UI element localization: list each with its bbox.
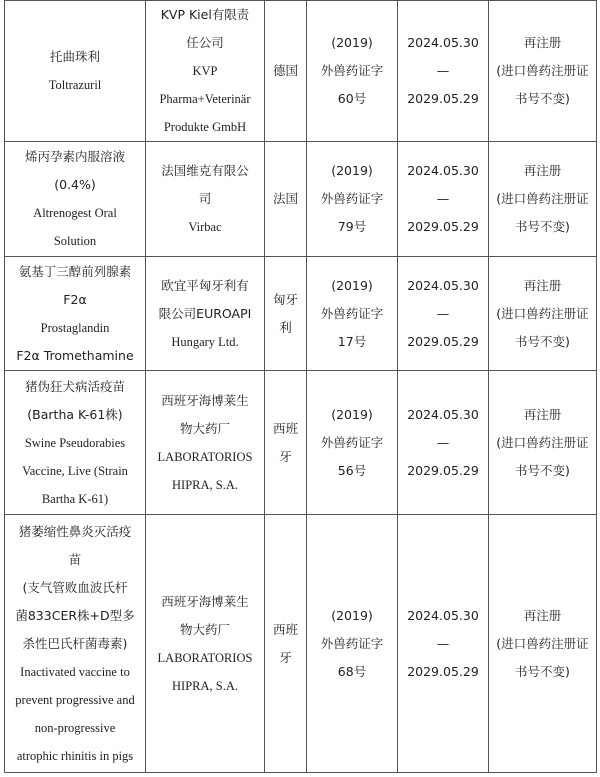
- name-line: 苗: [68, 551, 82, 567]
- manufacturer-line: KVP Kiel有限责: [160, 7, 250, 22]
- name-line: F2α: [63, 291, 87, 307]
- table-body: [5, 1, 597, 773]
- manufacturer-line: Hungary Ltd.: [171, 334, 239, 349]
- country-line: 匈牙: [272, 291, 298, 307]
- name-line: prevent progressive and: [15, 692, 135, 707]
- manufacturer-cell: [146, 515, 265, 773]
- cert-line: (2019): [331, 607, 373, 623]
- country-line: 西班: [272, 420, 298, 436]
- cert-line: 外兽药证字: [320, 191, 384, 206]
- cert-line: 56号: [337, 462, 367, 478]
- validity-line: —: [436, 63, 450, 78]
- status-line: (进口兽药注册证: [496, 434, 589, 450]
- certificate-number-cell: [307, 371, 398, 515]
- manufacturer-cell: [146, 257, 265, 371]
- name-line: Toltrazuril: [48, 78, 102, 92]
- certificate-number-cell: [307, 1, 398, 142]
- name-line: (0.4%): [54, 177, 96, 192]
- product-name-cell: [5, 142, 146, 257]
- name-line: (支气管败血波氏杆: [22, 579, 128, 595]
- cert-line: 外兽药证字: [320, 305, 384, 321]
- country-line: 法国: [272, 191, 298, 206]
- validity-period-cell: [398, 1, 489, 142]
- manufacturer-cell: [146, 371, 265, 515]
- manufacturer-cell: [146, 1, 265, 142]
- manufacturer-line: Produkte GmbH: [163, 120, 247, 134]
- manufacturer-line: 任公司: [186, 35, 224, 50]
- name-line: (Bartha K-61株): [27, 406, 123, 422]
- name-line: Vaccine, Live (Strain: [22, 463, 128, 478]
- manufacturer-line: 限公司EUROAPI: [158, 305, 252, 321]
- country-cell: [265, 515, 307, 773]
- manufacturer-line: KVP: [192, 64, 218, 78]
- cert-line: (2019): [331, 35, 373, 50]
- manufacturer-line: LABORATORIOS: [157, 449, 253, 464]
- status-line: 再注册: [523, 163, 562, 178]
- country-line: 牙: [279, 448, 292, 464]
- cert-line: 79号: [337, 219, 367, 234]
- manufacturer-line: 西班牙海博莱生: [161, 392, 249, 408]
- manufacturer-line: LABORATORIOS: [157, 650, 253, 665]
- table-row: [5, 515, 597, 773]
- validity-line: 2024.05.30: [407, 406, 479, 422]
- country-line: 利: [279, 319, 292, 335]
- validity-line: 2024.05.30: [407, 163, 479, 178]
- drug-registration-table: [4, 0, 597, 773]
- manufacturer-line: 物大药厂: [179, 621, 230, 637]
- validity-period-cell: [398, 515, 489, 773]
- validity-line: —: [436, 635, 450, 651]
- country-line: 西班: [272, 621, 298, 637]
- cert-line: 外兽药证字: [320, 434, 384, 450]
- registration-status-cell: [489, 257, 597, 371]
- certificate-number-cell: [307, 515, 398, 773]
- validity-line: —: [436, 191, 450, 206]
- registration-status-cell: [489, 515, 597, 773]
- product-name-cell: [5, 371, 146, 515]
- validity-period-cell: [398, 371, 489, 515]
- status-line: 再注册: [523, 406, 562, 422]
- name-line: Swine Pseudorabies: [24, 435, 126, 450]
- product-name-cell: [5, 257, 146, 371]
- country-cell: [265, 1, 307, 142]
- manufacturer-line: Pharma+Veterinär: [159, 92, 251, 106]
- status-line: 书号不变): [515, 219, 570, 234]
- manufacturer-line: HIPRA, S.A.: [172, 477, 238, 492]
- status-line: 再注册: [523, 607, 562, 623]
- certificate-number-cell: [307, 257, 398, 371]
- product-name-cell: [5, 1, 146, 142]
- country-line: 德国: [272, 63, 298, 78]
- status-line: (进口兽药注册证: [496, 191, 589, 206]
- manufacturer-line: 欧宜平匈牙利有: [161, 277, 249, 293]
- cert-line: 68号: [337, 663, 367, 679]
- name-line: 猪萎缩性鼻炎灭活疫: [18, 523, 132, 539]
- status-line: (进口兽药注册证: [496, 63, 589, 78]
- status-line: 书号不变): [515, 333, 570, 349]
- table-row: [5, 257, 597, 371]
- validity-line: 2024.05.30: [407, 607, 479, 623]
- validity-line: 2029.05.29: [407, 333, 479, 349]
- validity-line: —: [436, 305, 450, 321]
- name-line: Prostaglandin: [40, 320, 110, 335]
- name-line: 烯丙孕素内服溶液: [24, 149, 125, 164]
- validity-line: 2024.05.30: [407, 277, 479, 293]
- name-line: 氨基丁三醇前列腺素: [18, 263, 132, 279]
- validity-line: 2024.05.30: [407, 35, 479, 50]
- manufacturer-line: HIPRA, S.A.: [172, 678, 238, 693]
- cert-line: 外兽药证字: [320, 63, 384, 78]
- validity-period-cell: [398, 142, 489, 257]
- name-line: 猪伪狂犬病活疫苗: [24, 378, 125, 394]
- cert-line: 17号: [337, 333, 367, 349]
- table-row: [5, 142, 597, 257]
- status-line: (进口兽药注册证: [496, 305, 589, 321]
- certificate-number-cell: [307, 142, 398, 257]
- status-line: 书号不变): [515, 663, 570, 679]
- name-line: Altrenogest Oral: [33, 206, 117, 220]
- table-row: [5, 371, 597, 515]
- name-line: F2α Tromethamine: [16, 347, 134, 363]
- cert-line: (2019): [331, 163, 373, 178]
- validity-line: 2029.05.29: [407, 91, 479, 106]
- name-line: 杀性巴氏杆菌毒素): [22, 635, 128, 651]
- cert-line: (2019): [331, 277, 373, 293]
- name-line: non-progressive: [34, 720, 116, 735]
- validity-line: 2029.05.29: [407, 462, 479, 478]
- table-row: [5, 1, 597, 142]
- status-line: 书号不变): [515, 91, 570, 106]
- name-line: atrophic rhinitis in pigs: [16, 748, 134, 763]
- status-line: (进口兽药注册证: [496, 635, 589, 651]
- manufacturer-line: 西班牙海博莱生: [161, 593, 249, 609]
- country-cell: [265, 371, 307, 515]
- country-cell: [265, 257, 307, 371]
- name-line: 托曲珠利: [49, 49, 100, 64]
- manufacturer-line: 物大药厂: [179, 420, 230, 436]
- validity-line: —: [436, 434, 450, 450]
- cert-line: 60号: [337, 91, 367, 106]
- cert-line: 外兽药证字: [320, 635, 384, 651]
- country-cell: [265, 142, 307, 257]
- name-line: Solution: [53, 234, 97, 248]
- product-name-cell: [5, 515, 146, 773]
- manufacturer-line: 司: [198, 191, 212, 206]
- validity-line: 2029.05.29: [407, 219, 479, 234]
- status-line: 书号不变): [515, 462, 570, 478]
- manufacturer-cell: [146, 142, 265, 257]
- validity-period-cell: [398, 257, 489, 371]
- registration-status-cell: [489, 1, 597, 142]
- registration-status-cell: [489, 371, 597, 515]
- name-line: 菌833CER株+D型多: [15, 607, 135, 623]
- status-line: 再注册: [523, 277, 562, 293]
- status-line: 再注册: [523, 35, 562, 50]
- manufacturer-line: 法国维克有限公: [161, 163, 249, 178]
- name-line: Inactivated vaccine to: [20, 664, 130, 679]
- name-line: Bartha K-61): [41, 491, 109, 506]
- country-line: 牙: [279, 649, 292, 665]
- cert-line: (2019): [331, 406, 373, 422]
- registration-status-cell: [489, 142, 597, 257]
- validity-line: 2029.05.29: [407, 663, 479, 679]
- manufacturer-line: Virbac: [188, 220, 222, 234]
